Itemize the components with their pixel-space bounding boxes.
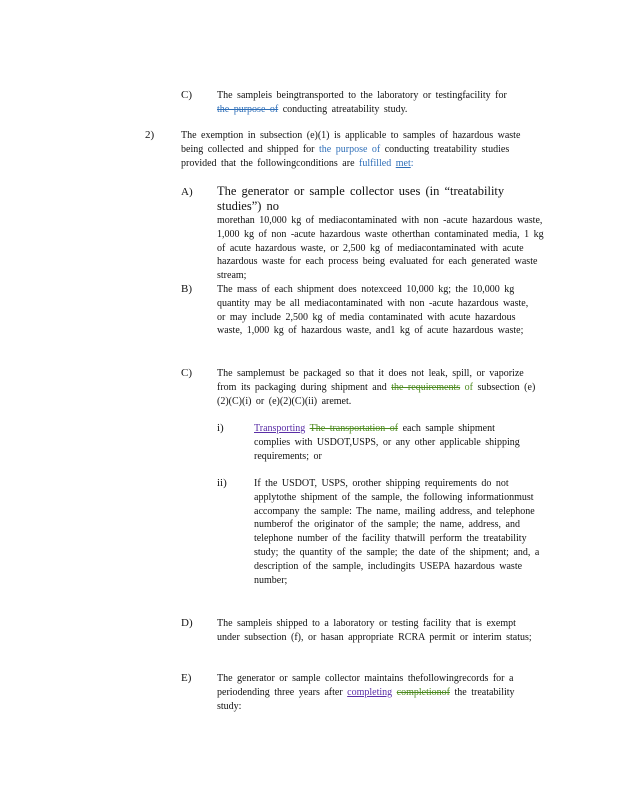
item-a-text: The generator or sample collector uses (in “treatability studies”) no morethan 10,000 kg of mediacontaminated with non -acute hazardous waste, 1,000 kg of non -acute hazardous waste otherthan contaminated media, 1 kg of acute hazardous waste, or 2,500 kg of mediacontaminated with acute hazardous waste for each process being evaluated for each generated waste stream; — [217, 184, 547, 283]
item-2-text: The exemption in subsection (e)(1) is applicable to samples of hazardous waste being collected and shipped for the purpose of conducting treatability studies provided that the followingconditions are fulfilled met: — [181, 130, 521, 169]
item-c-label: C) — [181, 367, 192, 379]
deleted-text: the requirements — [391, 381, 461, 393]
item-c-top-text: The sampleis beingtransported to the laboratory or testingfacility for the purpose of conducting atreatability study. — [217, 90, 507, 115]
deleted-text: The transportation of — [309, 423, 399, 434]
item-2-label: 2) — [145, 129, 155, 141]
item-c-text: The samplemust be packaged so that it does not leak, spill, or vaporize from its packaging during shipment and the requirements of subsection (e)(2)(C)(i) or (e)(2)(C)(ii) aremet. — [217, 368, 536, 407]
item-ci-text: Transporting The transportation of each sample shipment complies with USDOT,USPS, or any other applicable shipping requirements; or — [254, 423, 520, 462]
item-b-label: B) — [181, 283, 192, 295]
inserted-text: completing — [347, 686, 393, 698]
item-ci-label: i) — [217, 422, 224, 434]
item-d-text: The sampleis shipped to a laboratory or testing facility that is exempt under subsection (f), or hasan appropriate RCRA permit or interim status; — [217, 618, 532, 643]
inserted-text: met — [395, 157, 411, 169]
item-a-heading: The generator or sample collector uses (in “treatability studies”) no — [217, 184, 505, 213]
item-c-top-label: C) — [181, 89, 192, 101]
inserted-text: the purpose of — [319, 143, 381, 155]
inserted-text: fulfilled — [359, 157, 392, 169]
item-cii-text: If the USDOT, USPS, orother shipping requirements do not applytothe shipment of the sample, the following informationmust accompany the sample: The name, mailing address, and telephone numberof the originator of the sample; the name, address, and telephone number of the facility thatwill perform the treatability study; the quantity of the sample; the date of the shipment; and, a description of the sample, includingits USEPA hazardous waste number; — [254, 478, 540, 586]
item-e-label: E) — [181, 672, 192, 684]
item-b-text: The mass of each shipment does notexceed 10,000 kg; the 10,000 kg quantity may be all mediacontaminated with non -acute hazardous waste, or may include 2,500 kg of media contaminated with acute hazardous waste, 1,000 kg of hazardous waste, and1 kg of acute hazardous waste; — [217, 284, 529, 337]
item-d-label: D) — [181, 617, 193, 629]
item-cii-label: ii) — [217, 477, 227, 489]
deleted-text: completionof — [396, 686, 450, 698]
deleted-text: the purpose of — [217, 103, 279, 115]
item-a-label: A) — [181, 186, 193, 198]
inserted-text: of — [464, 381, 473, 393]
inserted-text: Transporting — [254, 423, 306, 434]
item-e-text: The generator or sample collector maintains thefollowingrecords for a periodending three years after completing completionof the treatability study: — [217, 673, 515, 712]
